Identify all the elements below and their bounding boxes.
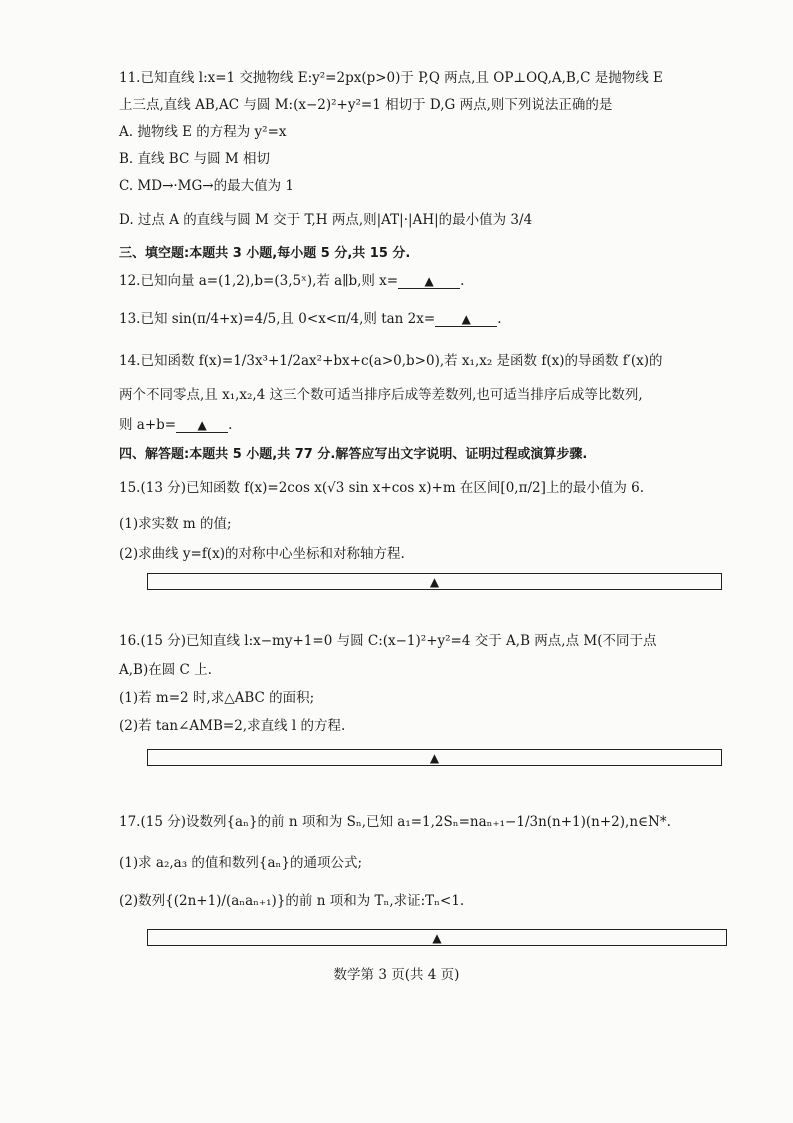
q14-stem-line1: 14.已知函数 f(x)=1/3x³+1/2ax²+bx+c(a>0,b>0),若 x₁,x₂ 是函数 f(x)的导函数 f′(x)的 (119, 353, 663, 369)
q14-answer-blank[interactable] (176, 418, 228, 433)
q17-part1: (1)求 a₂,a₃ 的值和数列{aₙ}的通项公式; (119, 855, 363, 871)
q12-text: 12.已知向量 a=(1,2),b=(3,5ˣ),若 a∥b,则 x= (119, 273, 399, 289)
answer-mark-icon: ▲ (424, 274, 434, 288)
q11-option-a: A. 抛物线 E 的方程为 y²=x (119, 124, 287, 140)
q15-answer-box[interactable] (147, 573, 722, 590)
q16-stem-line1: 16.(15 分)已知直线 l:x−my+1=0 与圆 C:(x−1)²+y²=4 交于 A,B 两点,点 M(不同于点 (119, 633, 657, 649)
answer-mark-icon: ▲ (197, 418, 207, 432)
q11-stem-line2: 上三点,直线 AB,AC 与圆 M:(x−2)²+y²=1 相切于 D,G 两点,则下列说法正确的是 (119, 97, 613, 113)
q17-answer-box[interactable] (147, 929, 727, 946)
answer-mark-icon: ▲ (429, 750, 440, 765)
q13-text: 13.已知 sin(π/4+x)=4/5,且 0<x<π/4,则 tan 2x= (119, 311, 436, 327)
q11-stem-line1: 11.已知直线 l:x=1 交抛物线 E:y²=2px(p>0)于 P,Q 两点,且 OP⊥OQ,A,B,C 是抛物线 E (119, 70, 663, 86)
q14-stem-line3: 则 a+b= ▲ . (119, 417, 233, 433)
page-footer: 数学第 3 页(共 4 页) (333, 967, 460, 983)
q15-stem: 15.(13 分)已知函数 f(x)=2cos x(√3 sin x+cos x)+m 在区间[0,π/2]上的最小值为 6. (119, 480, 645, 496)
answer-mark-icon: ▲ (429, 574, 440, 589)
section-4-heading: 四、解答题:本题共 5 小题,共 77 分.解答应写出文字说明、证明过程或演算步骤. (119, 447, 588, 462)
answer-mark-icon: ▲ (432, 930, 442, 945)
q16-answer-box[interactable] (147, 749, 722, 766)
q11-option-b: B. 直线 BC 与圆 M 相切 (119, 151, 270, 167)
answer-mark-icon: ▲ (461, 312, 471, 326)
q16-part1: (1)若 m=2 时,求△ABC 的面积; (119, 690, 315, 706)
q17-part2: (2)数列{(2n+1)/(aₙaₙ₊₁)}的前 n 项和为 Tₙ,求证:Tₙ<1. (119, 893, 465, 909)
q14-stem-line2: 两个不同零点,且 x₁,x₂,4 这三个数可适当排序后成等差数列,也可适当排序后成等比数列, (119, 387, 643, 403)
q15-part2: (2)求曲线 y=f(x)的对称中心坐标和对称轴方程. (119, 546, 405, 562)
q11-option-c: C. MD→·MG→的最大值为 1 (119, 178, 294, 194)
q17-stem: 17.(15 分)设数列{aₙ}的前 n 项和为 Sₙ,已知 a₁=1,2Sₙ=naₙ₊₁−1/3n(n+1)(n+2),n∈N*. (119, 814, 671, 830)
q15-part1: (1)求实数 m 的值; (119, 516, 232, 532)
q13-answer-blank[interactable] (435, 312, 497, 327)
q16-stem-line2: A,B)在圆 C 上. (119, 662, 212, 678)
q11-option-d: D. 过点 A 的直线与圆 M 交于 T,H 两点,则|AT|·|AH|的最小值为 3/4 (119, 212, 533, 228)
q16-part2: (2)若 tan∠AMB=2,求直线 l 的方程. (119, 718, 346, 734)
section-3-heading: 三、填空题:本题共 3 小题,每小题 5 分,共 15 分. (119, 246, 411, 261)
q12: 12.已知向量 a=(1,2),b=(3,5ˣ),若 a∥b,则 x= ▲ . (119, 273, 465, 289)
q12-answer-blank[interactable] (398, 274, 460, 289)
q13: 13.已知 sin(π/4+x)=4/5,且 0<x<π/4,则 tan 2x= ▲ . (119, 311, 502, 327)
